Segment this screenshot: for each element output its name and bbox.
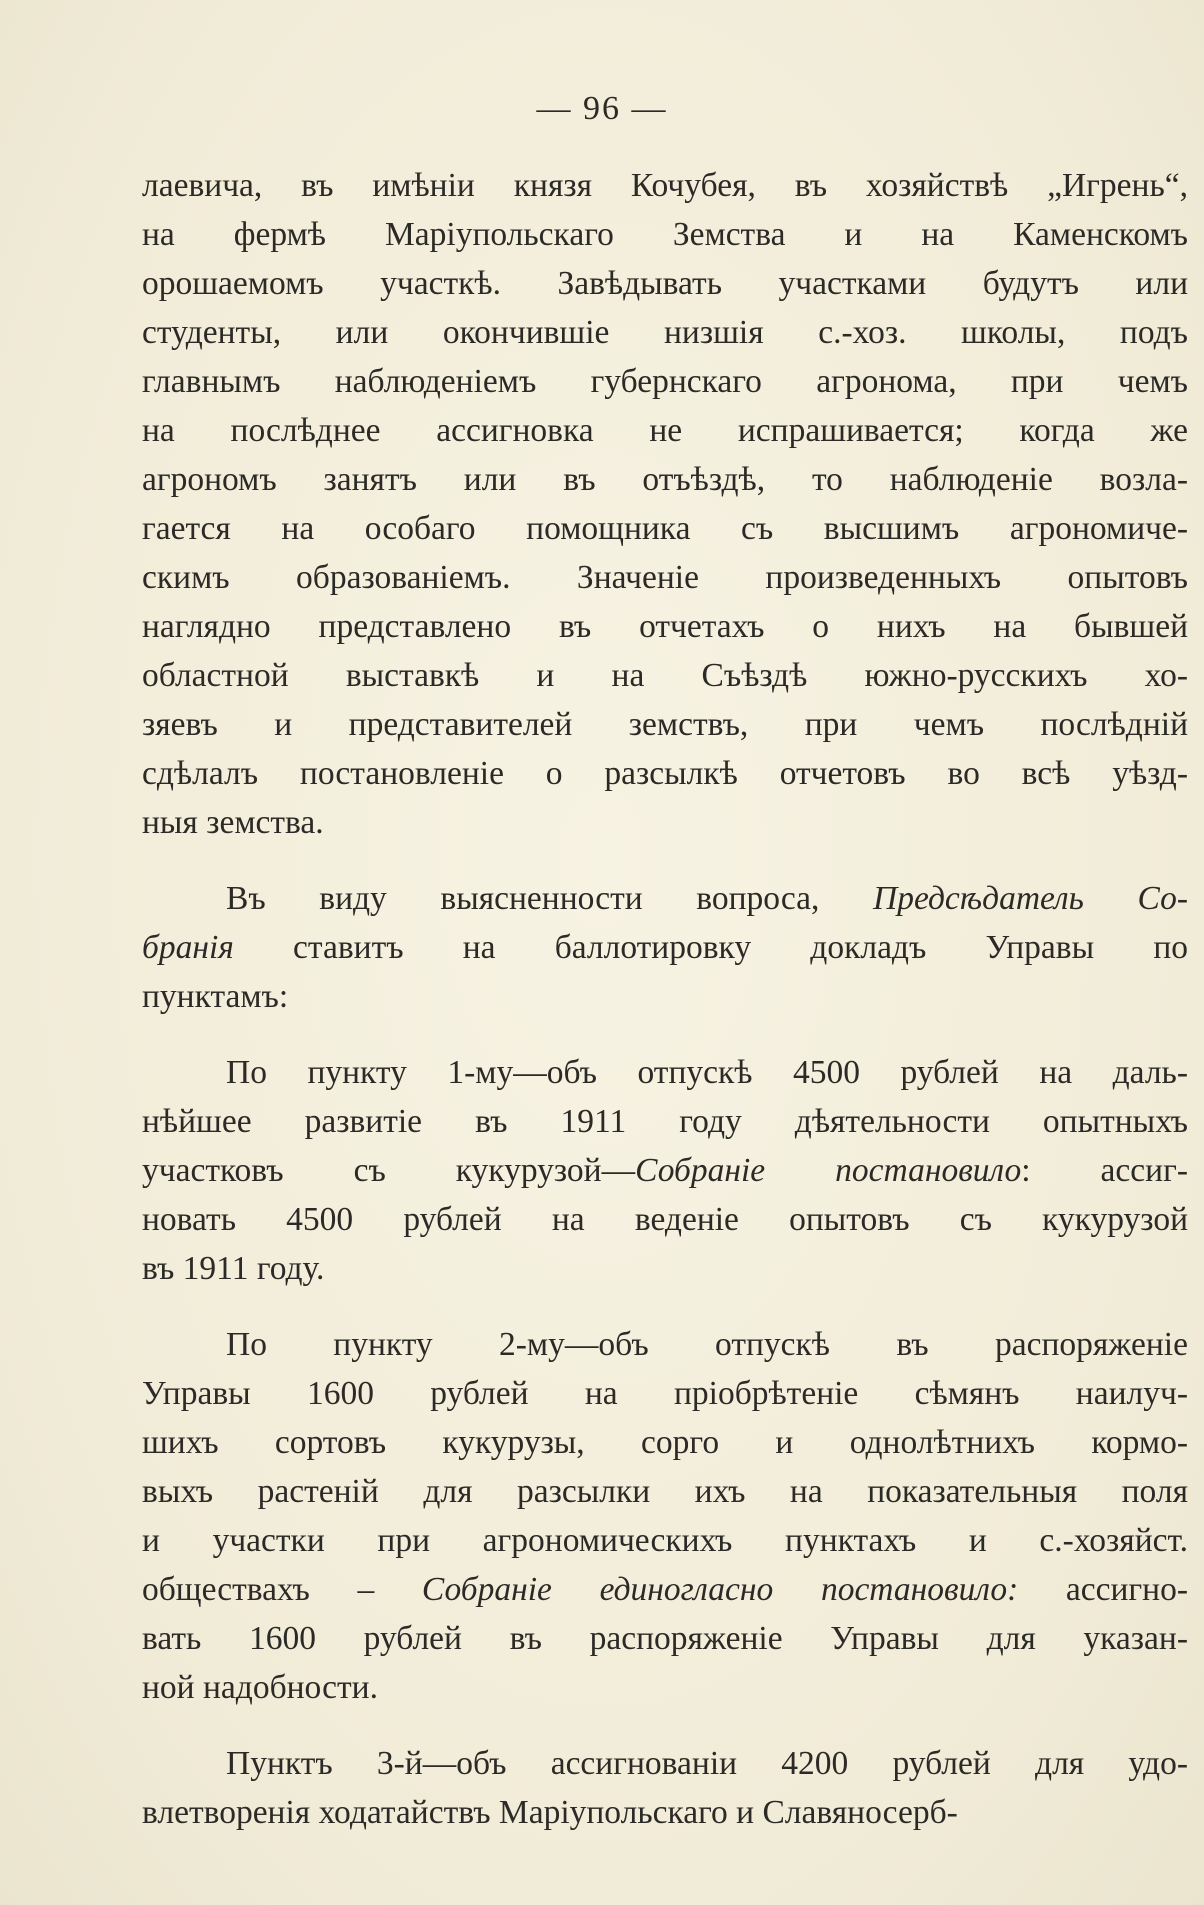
text-line xyxy=(142,259,1188,308)
text-line xyxy=(142,1097,1188,1146)
text-line xyxy=(142,700,1188,749)
paragraph xyxy=(142,161,1188,847)
page-number: — 96 — xyxy=(536,90,668,127)
text-segment: на фермѣ Маріупольскаго Земства и на Каменскомъ xyxy=(142,216,1188,253)
paragraph xyxy=(142,1320,1188,1712)
text-segment: и участки при агрономическихъ пунктахъ и с.-хозяйст. xyxy=(142,1522,1188,1559)
text-line xyxy=(142,749,1188,798)
italic-text-segment: Собраніе единогласно постановило: xyxy=(421,1571,1019,1608)
paragraph xyxy=(142,874,1188,1021)
paragraph-gap xyxy=(142,1293,1188,1320)
text-segment: скимъ образованіемъ. Значеніе произведенныхъ опытовъ xyxy=(142,559,1188,596)
text-line xyxy=(142,161,1188,210)
text-segment: агрономъ занятъ или въ отъѣздѣ, то наблюденіе возла- xyxy=(142,461,1188,498)
text-line xyxy=(142,1320,1188,1369)
text-line xyxy=(142,308,1188,357)
text-segment: влетворенія ходатайствъ Маріупольскаго и Славяносерб- xyxy=(142,1794,958,1831)
text-segment: участковъ съ кукурузой— xyxy=(142,1152,636,1189)
text-segment: главнымъ наблюденіемъ губернскаго агронома, при чемъ xyxy=(142,363,1188,400)
italic-text-segment: Собраніе постановило xyxy=(635,1152,1022,1189)
paragraph-gap xyxy=(142,847,1188,874)
text-segment: ной надобности. xyxy=(142,1669,378,1706)
text-line xyxy=(142,972,1188,1021)
text-segment: Въ виду выясненности вопроса, xyxy=(226,880,873,917)
text-segment: нѣйшее развитіе въ 1911 году дѣятельности опытныхъ xyxy=(142,1103,1188,1140)
text-segment: Пунктъ 3-й—объ ассигнованіи 4200 рублей для удо- xyxy=(226,1745,1188,1782)
text-segment: зяевъ и представителей земствъ, при чемъ послѣдній xyxy=(142,706,1188,743)
text-segment: ныя земства. xyxy=(142,804,324,841)
text-line xyxy=(142,357,1188,406)
text-line xyxy=(142,1516,1188,1565)
paragraph-gap xyxy=(142,1021,1188,1048)
text-line xyxy=(142,1467,1188,1516)
text-segment: Управы 1600 рублей на пріобрѣтеніе сѣмянъ наилуч- xyxy=(142,1375,1188,1412)
text-line xyxy=(142,1048,1188,1097)
text-line xyxy=(142,406,1188,455)
text-line xyxy=(142,455,1188,504)
text-segment: : ассиг- xyxy=(1021,1152,1188,1189)
italic-text-segment: Предсѣдатель Со- xyxy=(873,880,1188,917)
text-segment: обществахъ – xyxy=(142,1571,422,1608)
text-segment: вать 1600 рублей въ распоряженіе Управы для указан- xyxy=(142,1620,1188,1657)
text-line xyxy=(142,923,1188,972)
text-segment: ассигно- xyxy=(1018,1571,1188,1608)
text-segment: выхъ растеній для разсылки ихъ на показательныя поля xyxy=(142,1473,1188,1510)
text-line xyxy=(142,1369,1188,1418)
text-line xyxy=(142,504,1188,553)
text-line xyxy=(142,553,1188,602)
text-line xyxy=(142,1418,1188,1467)
text-line xyxy=(142,1614,1188,1663)
text-line xyxy=(142,874,1188,923)
text-line xyxy=(142,1788,1188,1837)
text-segment: наглядно представлено въ отчетахъ о нихъ на бывшей xyxy=(142,608,1188,645)
text-line xyxy=(142,1565,1188,1614)
text-segment: лаевича, въ имѣніи князя Кочубея, въ хозяйствѣ „Игрень“, xyxy=(142,167,1188,204)
paragraph xyxy=(142,1739,1188,1837)
text-segment: въ 1911 году. xyxy=(142,1250,325,1287)
text-line xyxy=(142,210,1188,259)
text-line xyxy=(142,651,1188,700)
text-line xyxy=(142,602,1188,651)
paragraph-gap xyxy=(142,1712,1188,1739)
text-segment: По пункту 1-му—объ отпускѣ 4500 рублей на даль- xyxy=(226,1054,1188,1091)
text-line xyxy=(142,1663,1188,1712)
text-segment: По пункту 2-му—объ отпускѣ въ распоряженіе xyxy=(226,1326,1188,1363)
text-segment: орошаемомъ участкѣ. Завѣдывать участками будутъ или xyxy=(142,265,1188,302)
italic-text-segment: бранія xyxy=(142,929,234,966)
body-text xyxy=(142,161,1188,1837)
text-line xyxy=(142,1739,1188,1788)
text-line xyxy=(142,1195,1188,1244)
text-segment: новать 4500 рублей на веденіе опытовъ съ кукурузой xyxy=(142,1201,1188,1238)
text-segment: гается на особаго помощника съ высшимъ агрономиче- xyxy=(142,510,1188,547)
text-line xyxy=(142,798,1188,847)
text-line xyxy=(142,1146,1188,1195)
text-segment: пунктамъ: xyxy=(142,978,289,1015)
text-segment: сдѣлалъ постановленіе о разсылкѣ отчетовъ во всѣ уѣзд- xyxy=(142,755,1188,792)
text-segment: областной выставкѣ и на Съѣздѣ южно-русскихъ хо- xyxy=(142,657,1188,694)
text-segment: студенты, или окончившіе низшія с.-хоз. школы, подъ xyxy=(142,314,1188,351)
text-segment: на послѣднее ассигновка не испрашивается; когда же xyxy=(142,412,1188,449)
text-segment: шихъ сортовъ кукурузы, сорго и однолѣтнихъ кормо- xyxy=(142,1424,1188,1461)
text-segment: ставитъ на баллотировку докладъ Управы по xyxy=(233,929,1188,966)
text-line xyxy=(142,1244,1188,1293)
paragraph xyxy=(142,1048,1188,1293)
